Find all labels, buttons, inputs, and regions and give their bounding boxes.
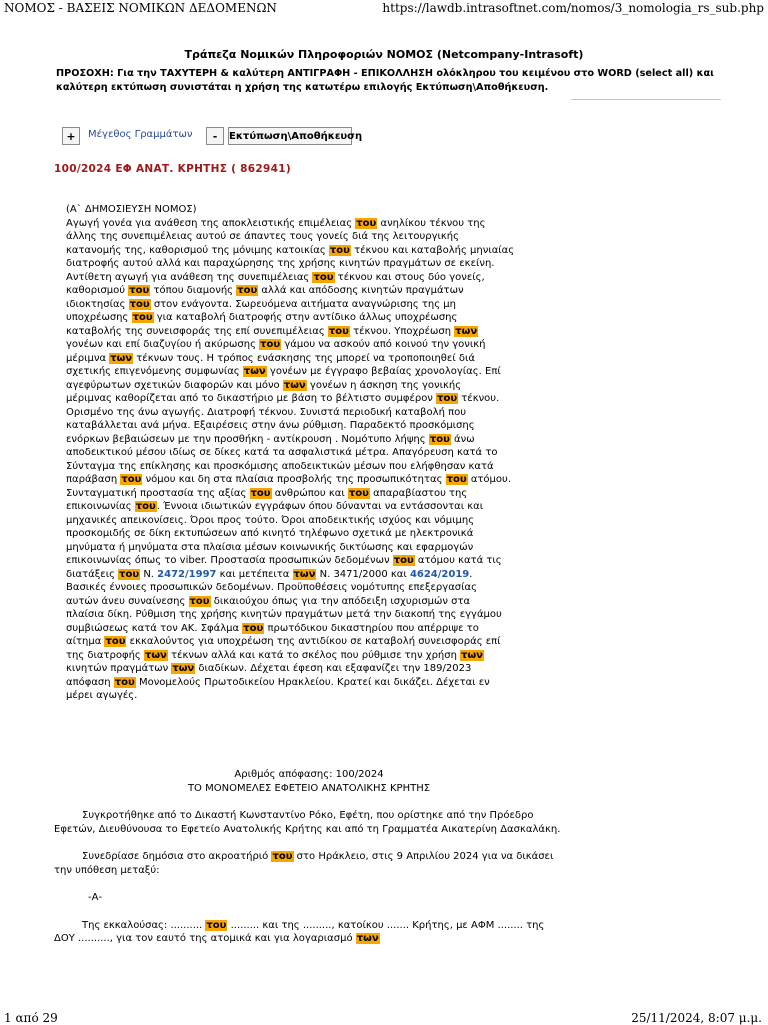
page-title: ΝΟΜΟΣ - ΒΑΣΕΙΣ ΝΟΜΙΚΩΝ ΔΕΔΟΜΕΝΩΝ <box>4 1 277 15</box>
search-highlight: των <box>172 663 195 674</box>
summary-line: επικοινωνίας του. Έννοια ιδιωτικών εγγράφων όπου δύνανται να εντάσσονται και <box>66 501 484 512</box>
summary-line: Συνταγματική προστασία της αξίας του ανθρώπου και του απαραβίαστου της <box>66 487 468 499</box>
court-name: ΤΟ ΜΟΝΟΜΕΛΕΣ ΕΦΕΤΕΙΟ ΑΝΑΤΟΛΙΚΗΣ ΚΡΗΤΗΣ <box>187 782 431 794</box>
summary-line: διατροφής αυτού αλλά και παραχώρησης της χρήσης κινητών πραγμάτων σε εκείνη. <box>66 258 495 269</box>
summary-line: άλλης της συνεπιμέλειας αυτού σε άπαντες τους γονείς διά της λειτουργικής <box>66 231 460 242</box>
summary-line: μέριμνα των τέκνων τους. Η τρόπος ενάσκησης της μπορεί να τροποποιηθεί διά <box>66 352 475 364</box>
summary-line: πλαίσια δίκη. Ρύθμιση της χρήσης κινητών πραγμάτων μετά την διακοπή της εγγάμου <box>66 609 502 620</box>
law-link[interactable]: 4624/2019 <box>409 568 470 580</box>
session-paragraph: Συνεδρίασε δημόσια στο ακροατήριό του στο Ηράκλειο, στις 9 Απριλίου 2024 για να δικάσει την υπόθεση μεταξύ: <box>54 851 554 876</box>
print-timestamp: 25/11/2024, 8:07 μ.μ. <box>631 1011 762 1025</box>
summary-line: γονέων και επί διαζυγίου ή ακύρωσης του γάμου να ασκούν από κοινού την γονική <box>66 339 486 350</box>
case-summary <box>66 203 556 703</box>
summary-line: προσκομιδής σε δίκη εκτυπώσεων από κινητό τηλέφωνο σχετικά με ηλεκτρονικά <box>66 528 474 539</box>
summary-line: Σύνταγμα της επίκλησης και προσκόμισης αποδεικτικών μέσων που ελήφθησαν κατά <box>66 460 494 472</box>
summary-line: μηνύματα ή μηνύματα στα πλαίσια μέσων κοινωνικής δικτύωσης και εφαρμογών <box>66 541 474 553</box>
summary-line: διατάξεις του Ν. 2472/1997 και μετέπειτα των Ν. 3471/2000 και 4624/2019. <box>66 568 473 580</box>
summary-line: Αγωγή γονέα για ανάθεση της αποκλειστικής επιμέλειας του ανηλίκου τέκνου της <box>66 217 486 229</box>
search-highlight: του <box>114 676 135 688</box>
summary-line: ενόρκων βεβαιώσεων με την προσθήκη - αντίκρουση . Νομότυπο λήψης του άνω <box>66 433 475 445</box>
search-highlight: του <box>393 555 414 566</box>
search-highlight: του <box>313 271 334 283</box>
summary-line: επικοινωνίας όπως το viber. Προστασία προσωπικών δεδομένων του ατόμου κατά τις <box>66 555 502 566</box>
summary-line: μέρει αγωγές. <box>66 690 138 701</box>
summary-line: αγεφύρωτων σχετικών διαφορών και μόνο των γονέων η άσκηση της γονικής <box>66 379 462 391</box>
search-highlight: του <box>105 636 126 647</box>
summary-line: κατανομής της, καθορισμού της μόνιμης κατοικίας του τέκνου και καταβολής μηνιαίας <box>66 244 515 256</box>
summary-line: μηχανικές απεικονίσεις. Όροι προς τούτο. Όροι αποδεικτικής ισχύος και νόμιμης <box>66 514 475 526</box>
search-highlight: του <box>437 393 458 404</box>
search-highlight: του <box>260 339 281 350</box>
search-highlight: του <box>129 298 150 310</box>
summary-line: σχετικής επιγενόμενης συμφωνίας των γονέων με έγγραφο βεβαίας χρονολογίας. Επί <box>66 366 501 377</box>
banner-title: Τράπεζα Νομικών Πληροφοριών ΝΟΜΟΣ (Netcompany-Intrasoft) <box>184 48 584 61</box>
search-highlight: των <box>110 352 133 364</box>
summary-line: μέριμνας καθορίζεται από το δικαστήριο με βάση το βέλτιστο συμφέρον του τέκνου. <box>66 393 500 404</box>
law-link[interactable]: 2472/1997 <box>157 568 217 580</box>
summary-line: αίτημα του εκκαλούντος για υποχρέωση της αντιδίκου σε καταβολή συνεισφοράς επί <box>66 636 501 647</box>
summary-line: Ορισμένο της άνω αγωγής. Διατροφή τέκνου. Συνιστά περιοδική καταβολή που <box>66 406 467 418</box>
summary-line: ιδιοκτησίας του στον ενάγοντα. Σωρευόμενα αιτήματα αναγνώρισης της μη <box>66 298 456 310</box>
summary-line: (Α` ΔΗΜΟΣΙΕΥΣΗ ΝΟΜΟΣ) <box>66 204 197 215</box>
search-highlight: του <box>250 487 271 499</box>
summary-line: αυτών άνευ συναίνεσης του δικαιούχου όπως για την απόδειξη ισχυρισμών στα <box>66 595 471 607</box>
summary-line: καθορισμού του τόπου διαμονής του αλλά και απόδοσης κινητών πραγμάτων <box>66 285 464 296</box>
font-size-label: Μέγεθος Γραμμάτων <box>88 129 193 140</box>
page-url[interactable]: https://lawdb.intrasoftnet.com/nomos/3_nomologia_rs_sub.php <box>382 1 764 15</box>
search-highlight: του <box>237 285 258 296</box>
search-highlight: του <box>356 217 377 229</box>
summary-line: κινητών πραγμάτων των διαδίκων. Δέχεται έφεση και εξαφανίζει την 189/2023 <box>66 663 472 674</box>
search-highlight: του <box>132 312 153 323</box>
search-highlight: των <box>455 325 478 337</box>
search-highlight: του <box>206 919 227 931</box>
summary-line: συμβιώσεως κατά τον ΑΚ. Σφάλμα του πρωτόδικου δικαστηρίου που απέρριψε το <box>66 622 479 634</box>
divider <box>571 99 721 100</box>
summary-line: καταβάλλεται ανά μήνα. Εξαιρέσεις στην άνω ρύθμιση. Παραδεκτό προσκόμισης <box>66 420 475 431</box>
page-counter: 1 από 29 <box>4 1011 58 1025</box>
search-highlight: του <box>329 244 350 256</box>
search-highlight: του <box>446 474 467 485</box>
summary-line: αποδεικτικού μέσου ιδίως σε δίκες κατά τα ασφαλιστικά μέτρα. Απαγόρευση κατά το <box>66 447 498 458</box>
search-highlight: των <box>356 933 379 944</box>
summary-line: καταβολής της συνεισφοράς της επί συνεπιμέλειας του τέκνου. Υποχρέωση των <box>66 325 478 337</box>
decision-number: Αριθμός απόφασης: 100/2024 <box>234 769 384 780</box>
summary-line: της διατροφής των τέκνων αλλά και κατά το σκέλος που ρύθμισε την χρήση των <box>66 649 483 661</box>
appellant-paragraph: Της εκκαλούσας: .......... του ......... και της ........., κατοίκου ....... Κρήτης, με ΑΦΜ ........ της ΔΟΥ .........., για τον εαυτό της ατομικά και για λογαριασμό των <box>54 919 545 944</box>
search-highlight: του <box>189 595 210 607</box>
summary-line: υποχρέωσης του για καταβολή διατροφής στην αντίδικο άλλως υποχρέωσης <box>66 312 458 323</box>
search-highlight: των <box>283 379 306 391</box>
composition-paragraph: Συγκροτήθηκε από το Δικαστή Κωνσταντίνο Ρόκο, Εφέτη, που ορίστηκε από την Πρόεδρο Εφετών, Διευθύνουσα το Εφετείο Ανατολικής Κρήτης και από τη Γραμματέα Αικατερίνη Δασκαλάκη. <box>54 810 561 835</box>
case-title: 100/2024 ΕΦ ΑΝΑΤ. ΚΡΗΤΗΣ ( 862941) <box>54 163 291 175</box>
decision-body <box>54 768 564 946</box>
search-highlight: του <box>272 851 293 862</box>
summary-line: Βασικές έννοιες προσωπικών δεδομένων. Προϋποθέσεις νομότυπης επεξεργασίας <box>66 582 477 593</box>
search-highlight: του <box>328 325 349 337</box>
search-highlight: του <box>348 487 369 499</box>
font-increase-button[interactable]: + <box>62 127 80 145</box>
summary-line: παράβαση του νόμου και δη στα πλαίσια προσβολής της προσωπικότητας του ατόμου. <box>66 474 511 485</box>
search-highlight: των <box>293 568 316 580</box>
search-highlight: των <box>243 366 266 377</box>
search-highlight: των <box>461 649 483 661</box>
summary-line: απόφαση του Μονομελούς Πρωτοδικείου Ηρακλείου. Κρατεί και δικάζει. Δέχεται εν <box>66 676 490 688</box>
search-highlight: του <box>135 501 156 512</box>
search-highlight: του <box>119 568 140 580</box>
warning-text: ΠΡΟΣΟΧΗ: Για την ΤΑΧΥΤΕΡΗ & καλύτερη ΑΝΤΙΓΡΑΦΗ - ΕΠΙΚΟΛΛΗΣΗ ολόκληρου του κειμένου στο WORD (select all) και καλύτερη εκτύπωση συνιστάται η χρήση της κατωτέρω επιλογής Εκτύπωση\Αποθήκευση. <box>56 68 714 93</box>
search-highlight: του <box>121 474 142 485</box>
search-highlight: του <box>243 622 264 634</box>
font-decrease-button[interactable]: - <box>206 127 224 145</box>
search-highlight: του <box>429 433 450 445</box>
section-a-heading: -Α- <box>88 892 103 903</box>
print-save-button[interactable]: Εκτύπωση\Αποθήκευση <box>228 127 352 145</box>
summary-line: Αντίθετη αγωγή για ανάθεση της συνεπιμέλειας του τέκνου και στους δύο γονείς, <box>66 271 485 283</box>
search-highlight: των <box>144 649 167 661</box>
search-highlight: του <box>129 285 150 296</box>
